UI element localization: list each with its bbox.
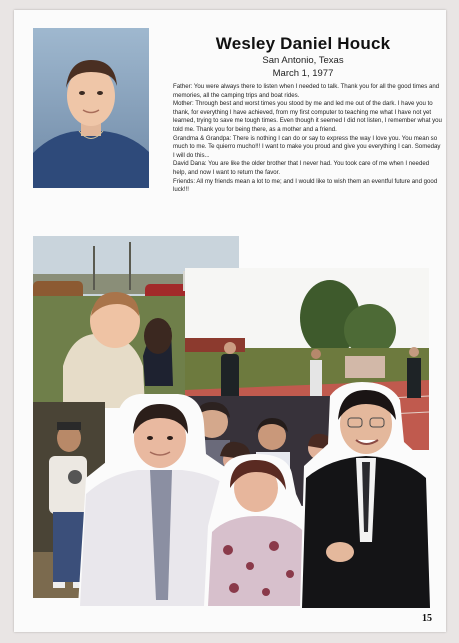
portrait-photo: [33, 28, 149, 188]
dedication-father: Father: You were always there to listen when I needed to talk. Thank you for all the good times and memories, all the camping trips and boat rides.: [173, 83, 440, 99]
dedication-david: David Dana: You are like the older brother that I never had. You took care of me when I needed help, and now I want to return the favor.: [173, 160, 430, 176]
tuxedo-friend-photo: [300, 382, 432, 608]
dedication-text: [173, 83, 443, 195]
student-name: Wesley Daniel Houck: [215, 34, 391, 53]
dedication-friends: Friends: All my friends mean a lot to me; and I would like to wish them an eventful future and good luck!!!: [173, 177, 438, 194]
dedication-grandparents: Grandma & Grandpa: There is nothing I can do or say to express the way I love you. You mean so much to me. Te quierro mucho!!! I want to make you proud and give you everything I can. Someday I will do this...: [173, 134, 441, 159]
dedication-mother: Mother: Through best and worst times you stood by me and led me out of the dark. I have you to thank, for everything I have achieved, from my first computer to teaching me what I have not yet learned, trying to save me tough times. Even though it seemed I did not listen, I remember what you told me. Thank you for being there, as a mother and a friend.: [173, 100, 442, 133]
birth-date: March 1, 1977: [272, 68, 334, 79]
yearbook-page: [14, 10, 446, 632]
page-number: 15: [422, 613, 432, 624]
floral-dress-photo: [204, 454, 314, 606]
hometown: San Antonio, Texas: [262, 55, 344, 66]
